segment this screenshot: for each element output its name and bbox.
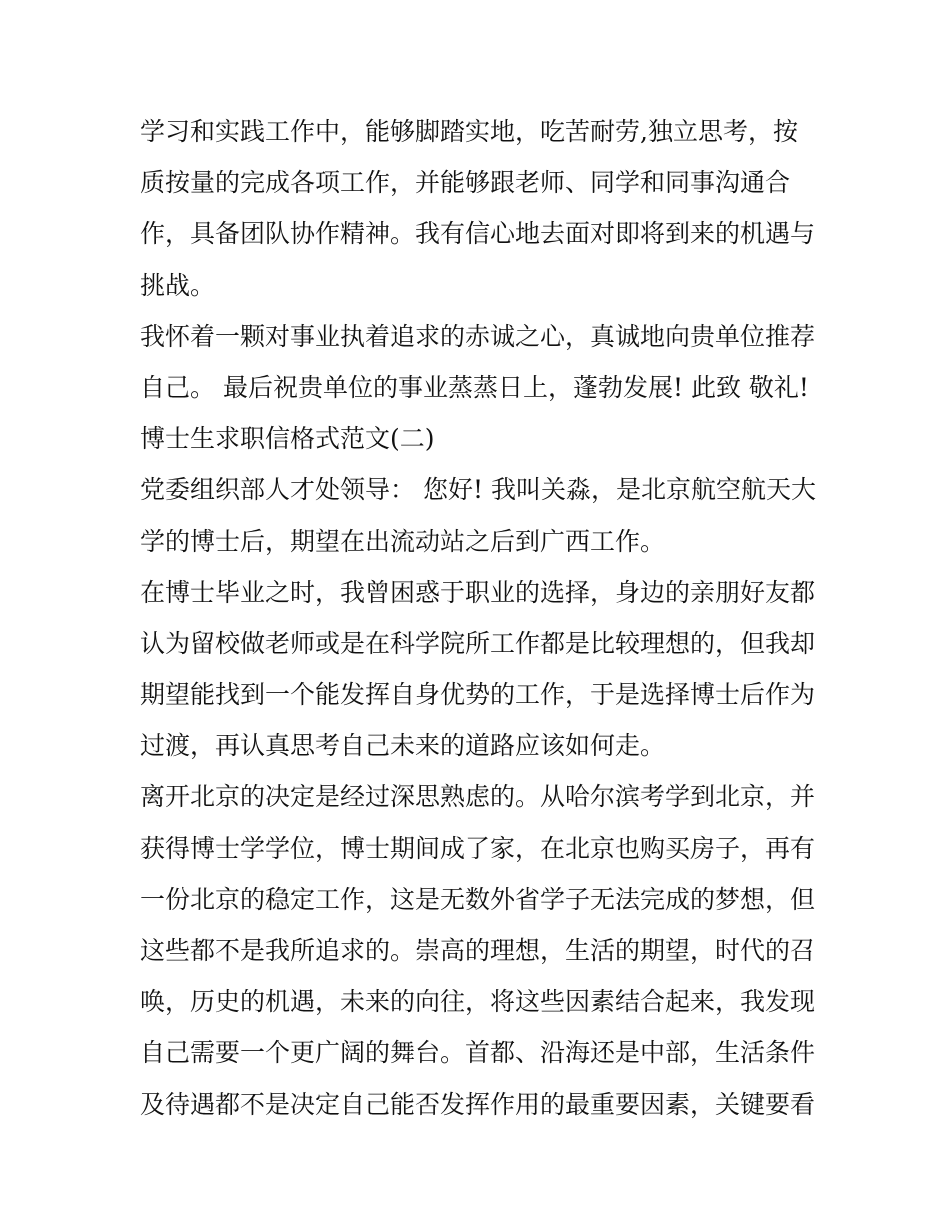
document-body bbox=[140, 106, 820, 1130]
text-line: 作，具备团队协作精神。我有信心地去面对即将到来的机遇与 bbox=[140, 219, 816, 249]
text-line: 学的博士后，期望在出流动站之后到广西工作。 bbox=[140, 526, 666, 556]
text-line: 及待遇都不是决定自己能否发挥作用的最重要因素，关键要看 bbox=[140, 1089, 816, 1119]
text-line: 挑战。 bbox=[140, 270, 216, 300]
text-line: 期望能找到一个能发挥自身优势的工作，于是选择博士后作为 bbox=[140, 680, 816, 710]
text-line: 质按量的完成各项工作，并能够跟老师、同学和同事沟通合 bbox=[140, 168, 791, 198]
text-line: 我怀着一颗对事业执着追求的赤诚之心，真诚地向贵单位推荐 bbox=[140, 321, 816, 351]
text-line: 认为留校做老师或是在科学院所工作都是比较理想的，但我却 bbox=[140, 628, 816, 658]
text-line: 自己。 最后祝贵单位的事业蒸蒸日上，蓬勃发展! 此致 敬礼! bbox=[140, 372, 809, 402]
text-line: 获得博士学学位，博士期间成了家，在北京也购买房子，再有 bbox=[140, 833, 816, 863]
text-line: 一份北京的稳定工作，这是无数外省学子无法完成的梦想，但 bbox=[140, 884, 816, 914]
text-line: 在博士毕业之时，我曾困惑于职业的选择，身边的亲朋好友都 bbox=[140, 577, 816, 607]
text-line: 自己需要一个更广阔的舞台。首都、沿海还是中部，生活条件 bbox=[140, 1038, 816, 1068]
text-line: 过渡，再认真思考自己未来的道路应该如何走。 bbox=[140, 731, 666, 761]
text-line: 学习和实践工作中，能够脚踏实地，吃苦耐劳,独立思考，按 bbox=[140, 117, 798, 146]
text-line: 这些都不是我所追求的。崇高的理想，生活的期望，时代的召 bbox=[140, 936, 816, 965]
text-line: 离开北京的决定是经过深思熟虑的。从哈尔滨考学到北京，并 bbox=[140, 782, 816, 812]
text-line: 唤，历史的机遇，未来的向往，将这些因素结合起来，我发现 bbox=[140, 987, 816, 1017]
text-line: 党委组织部人才处领导： 您好! 我叫关淼，是北京航空航天大 bbox=[140, 475, 816, 505]
section-heading: 博士生求职信格式范文(二) bbox=[140, 424, 435, 454]
